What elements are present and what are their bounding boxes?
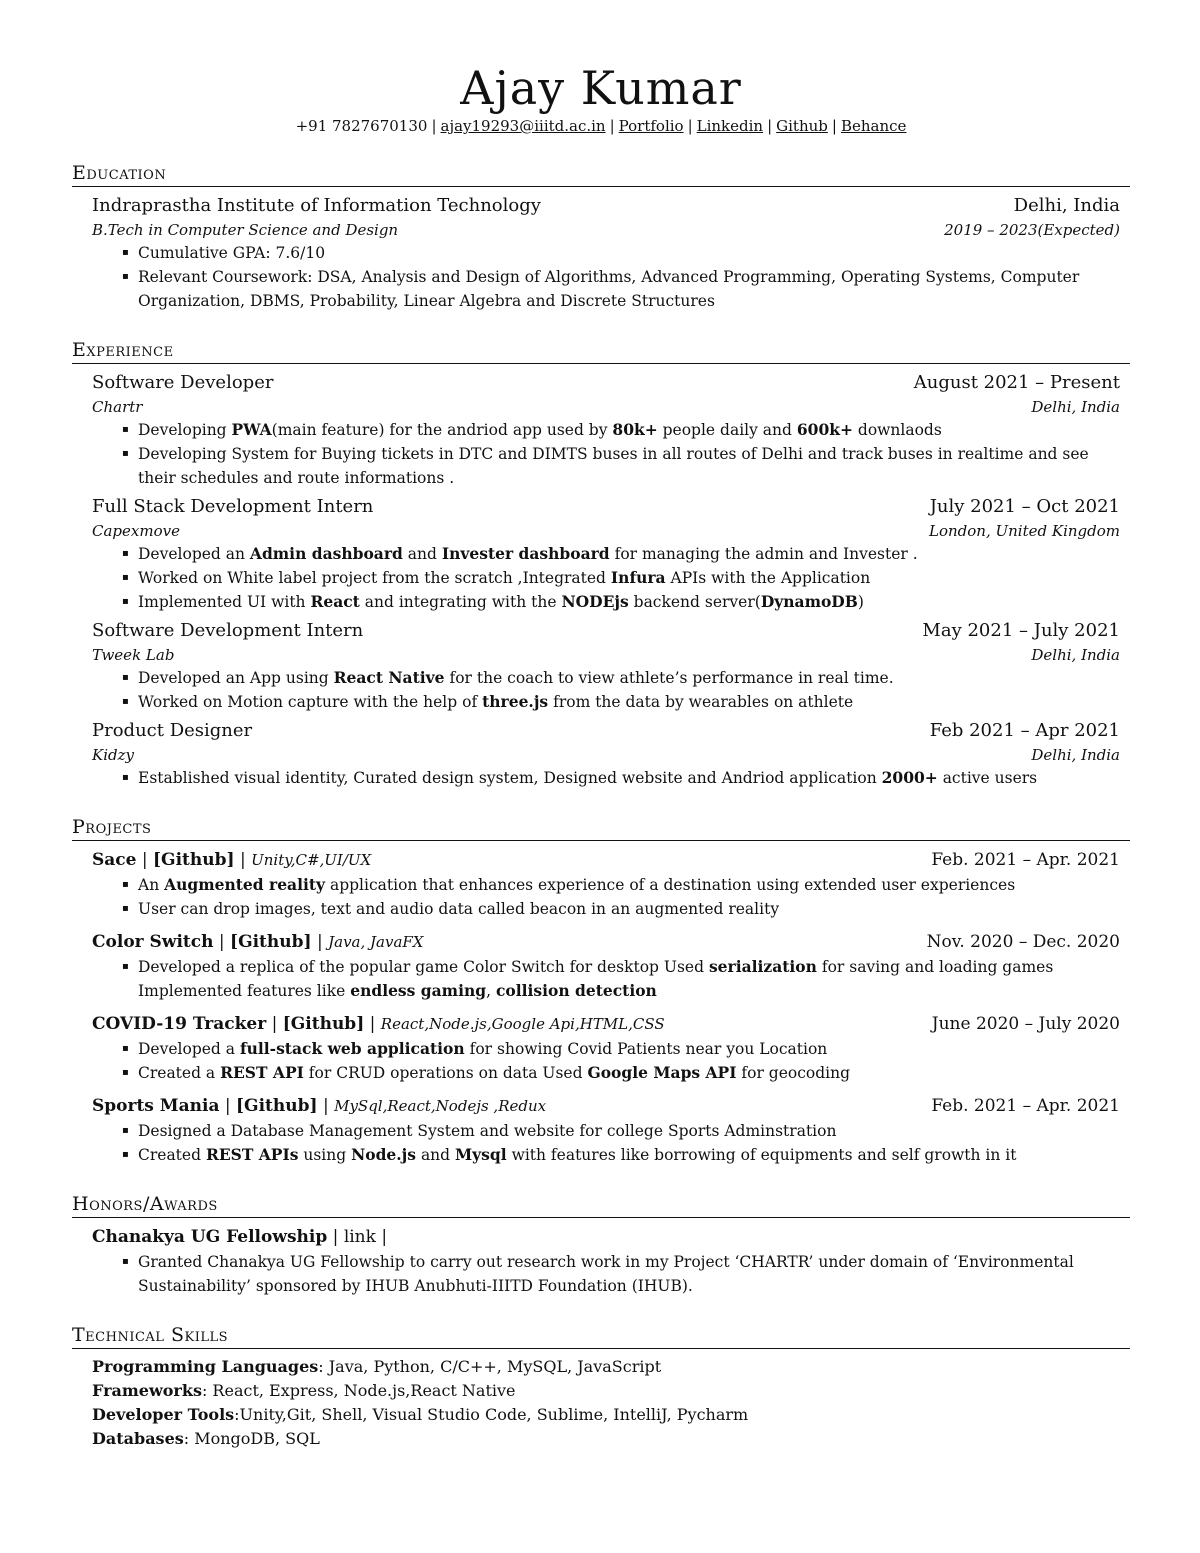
- project-dates: June 2020 – July 2020: [931, 1014, 1120, 1034]
- project-name: Sace: [92, 850, 137, 870]
- job-dates: August 2021 – Present: [913, 372, 1120, 393]
- skill-value: :Unity,Git, Shell, Visual Studio Code, Sublime, IntelliJ, Pycharm: [234, 1405, 749, 1424]
- job-bullet: [138, 590, 1120, 614]
- text-segment: ,: [486, 982, 496, 1000]
- job-location: Delhi, India: [1031, 398, 1120, 416]
- skill-row: [92, 1427, 1120, 1451]
- bold-text: 80k+: [612, 420, 658, 439]
- text-segment: Created: [138, 1146, 206, 1164]
- bold-text: Node.js: [351, 1145, 417, 1164]
- job-dates: May 2021 – July 2021: [922, 620, 1120, 641]
- job-entry: [72, 718, 1130, 790]
- projects-heading: Projects: [72, 816, 1130, 841]
- experience-heading: Experience: [72, 339, 1130, 364]
- skill-row: [92, 1379, 1120, 1403]
- honor-bullet: ▪ Granted Chanakya UG Fellowship to carry out research work in my Project ‘CHARTR’ under domain of ‘Environmental Sustainability’ sponsored by IHUB Anubhuti-IIITD Foundation (IHUB).: [138, 1250, 1120, 1298]
- job-bullets: [92, 418, 1120, 490]
- project-title: COVID-19 Tracker | [Github] | React,Node.js,Google Api,HTML,CSS: [92, 1014, 665, 1034]
- skill-label: Frameworks: [92, 1381, 202, 1400]
- project-header: [92, 1011, 1120, 1037]
- job-header: [92, 494, 1120, 520]
- bold-text: Mysql: [455, 1145, 507, 1164]
- job-bullet: [138, 690, 1120, 714]
- text-segment: Created a: [138, 1064, 221, 1082]
- honor-title: Chanakya UG Fellowship | link |: [92, 1227, 388, 1247]
- text-segment: for CRUD operations on data Used: [303, 1064, 588, 1082]
- project-bullets: [92, 955, 1120, 1003]
- project-bullets: [92, 873, 1120, 921]
- job-bullet: [138, 666, 1120, 690]
- text-segment: Developing: [138, 421, 232, 439]
- job-entry: [72, 618, 1130, 714]
- project-dates: Feb. 2021 – Apr. 2021: [931, 1096, 1120, 1116]
- job-location: Delhi, India: [1031, 646, 1120, 664]
- project-header: [92, 929, 1120, 955]
- job-location: London, United Kingdom: [929, 522, 1120, 540]
- bold-text: React: [310, 592, 360, 611]
- education-bullet: ▪ Cumulative GPA: 7.6/10: [138, 241, 1120, 265]
- text-segment: Worked on White label project from the scratch ,Integrated: [138, 569, 611, 587]
- company-name: Tweek Lab: [92, 646, 175, 664]
- text-segment: for managing the admin and Invester .: [609, 545, 918, 563]
- job-header: [92, 370, 1120, 396]
- text-segment: using: [298, 1146, 352, 1164]
- job-subheader: [92, 644, 1120, 666]
- project-tech: MySql,React,Nodejs ,Redux: [334, 1097, 547, 1115]
- bold-text: serialization: [708, 957, 817, 976]
- candidate-name: Ajay Kumar: [460, 61, 742, 115]
- job-role: Full Stack Development Intern: [92, 496, 374, 517]
- project-tech: Unity,C#,UI/UX: [251, 851, 372, 869]
- text-segment: for saving and loading games Implemented features like: [138, 958, 1054, 1000]
- project-name: COVID-19 Tracker: [92, 1014, 267, 1034]
- skill-label: Databases: [92, 1429, 184, 1448]
- github-link[interactable]: Github: [776, 117, 828, 135]
- text-segment: and: [416, 1146, 456, 1164]
- education-dates: 2019 – 2023(Expected): [944, 221, 1120, 239]
- job-role: Product Designer: [92, 720, 253, 741]
- text-segment: application that enhances experience of a destination using extended user experiences: [325, 876, 1016, 894]
- project-bullet: [138, 897, 1120, 921]
- job-bullet: [138, 566, 1120, 590]
- text-segment: (main feature) for the andriod app used by: [271, 421, 613, 439]
- bold-text: endless gaming: [350, 981, 487, 1000]
- skills-list: [72, 1355, 1130, 1451]
- job-header: [92, 718, 1120, 744]
- job-subheader: [92, 744, 1120, 766]
- project-github-link[interactable]: [Github]: [282, 1014, 365, 1034]
- job-bullets: [92, 542, 1120, 614]
- text-segment: for the coach to view athlete’s performance in real time.: [444, 669, 894, 687]
- job-dates: July 2021 – Oct 2021: [929, 496, 1120, 517]
- company-name: Chartr: [92, 398, 143, 416]
- skill-label: Programming Languages: [92, 1357, 319, 1376]
- project-entry: [72, 847, 1130, 921]
- project-bullets: [92, 1119, 1120, 1167]
- email-link[interactable]: ajay19293@iiitd.ac.in: [440, 117, 606, 135]
- school-location: Delhi, India: [1013, 195, 1120, 216]
- project-entry: [72, 1011, 1130, 1085]
- honor-link[interactable]: link: [343, 1227, 376, 1247]
- project-title: Sports Mania | [Github] | MySql,React,Nodejs ,Redux: [92, 1096, 547, 1116]
- project-bullet: [138, 1037, 1120, 1061]
- project-github-link[interactable]: [Github]: [230, 932, 312, 952]
- text-segment: Worked on Motion capture with the help of: [138, 693, 483, 711]
- text-segment: APIs with the Application: [665, 569, 871, 587]
- project-entry: [72, 1093, 1130, 1167]
- job-dates: Feb 2021 – Apr 2021: [929, 720, 1120, 741]
- text-segment: from the data by wearables on athlete: [548, 693, 854, 711]
- resume-page: [72, 62, 1130, 1451]
- bold-text: NODEjs: [561, 592, 629, 611]
- text-segment: An: [138, 876, 165, 894]
- portfolio-link[interactable]: Portfolio: [618, 117, 684, 135]
- skill-row: [92, 1403, 1120, 1427]
- project-tech: React,Node.js,Google Api,HTML,CSS: [380, 1015, 665, 1033]
- honor-entry: [72, 1224, 1130, 1298]
- skill-row: [92, 1355, 1120, 1379]
- project-name: Sports Mania: [92, 1096, 220, 1116]
- job-subheader: [92, 520, 1120, 542]
- job-bullet: [138, 418, 1120, 442]
- job-bullet: [138, 542, 1120, 566]
- bold-text: PWA: [231, 420, 272, 439]
- project-name: Color Switch: [92, 932, 214, 952]
- job-bullets: [92, 666, 1120, 714]
- job-role: Software Developer: [92, 372, 274, 393]
- bold-text: Google Maps API: [587, 1063, 737, 1082]
- job-entry: [72, 370, 1130, 490]
- bold-text: Augmented reality: [164, 875, 326, 894]
- job-location: Delhi, India: [1031, 746, 1120, 764]
- job-entry: [72, 494, 1130, 614]
- bold-text: Invester dashboard: [441, 544, 610, 563]
- bold-text: REST APIs: [205, 1145, 299, 1164]
- bold-text: collision detection: [495, 981, 657, 1000]
- skill-value: : React, Express, Node.js,React Native: [201, 1381, 516, 1400]
- text-segment: with features like borrowing of equipments and self growth in it: [506, 1146, 1017, 1164]
- project-tech: Java, JavaFX: [328, 933, 424, 951]
- project-entry: [72, 929, 1130, 1003]
- job-role: Software Development Intern: [92, 620, 364, 641]
- project-bullet: [138, 1143, 1120, 1167]
- contact-line: +91 7827670130 | ajay19293@iiitd.ac.in | Portfolio | Linkedin | Github | Behance: [295, 117, 907, 135]
- project-header: [92, 1093, 1120, 1119]
- project-bullets: [92, 1037, 1120, 1085]
- job-bullet: [138, 766, 1120, 790]
- project-github-link[interactable]: [Github]: [153, 850, 235, 870]
- company-name: Kidzy: [92, 746, 134, 764]
- project-bullet: [138, 955, 1120, 1003]
- project-header: [92, 847, 1120, 873]
- project-bullet: [138, 1119, 1120, 1143]
- text-segment: and integrating with the: [359, 593, 562, 611]
- text-segment: downlaods: [852, 421, 942, 439]
- bold-text: React Native: [333, 668, 445, 687]
- bold-text: 600k+: [796, 420, 853, 439]
- project-dates: Nov. 2020 – Dec. 2020: [926, 932, 1120, 952]
- text-segment: Designed a Database Management System and website for college Sports Adminstration: [138, 1122, 837, 1140]
- project-title: Sace | [Github] | Unity,C#,UI/UX: [92, 850, 372, 870]
- project-github-link[interactable]: [Github]: [236, 1096, 318, 1116]
- phone-number: +91 7827670130: [295, 117, 428, 135]
- company-name: Capexmove: [92, 522, 180, 540]
- behance-link[interactable]: Behance: [840, 117, 907, 135]
- bold-text: full-stack web application: [239, 1039, 465, 1058]
- text-segment: Developing System for Buying tickets in DTC and DIMTS buses in all routes of Delhi and track buses in realtime and see their schedules and route informations .: [138, 445, 1089, 487]
- bold-text: DynamoDB: [760, 592, 858, 611]
- skill-value: : MongoDB, SQL: [183, 1429, 320, 1448]
- bold-text: 2000+: [881, 768, 938, 787]
- text-segment: Implemented UI with: [138, 593, 311, 611]
- degree: B.Tech in Computer Science and Design: [92, 221, 399, 239]
- skills-heading: Technical Skills: [72, 1324, 1130, 1349]
- bold-text: Admin dashboard: [249, 544, 403, 563]
- text-segment: ): [857, 593, 864, 611]
- job-bullets: [92, 766, 1120, 790]
- experience-list: [72, 370, 1130, 790]
- text-segment: Established visual identity, Curated design system, Designed website and Andriod application: [138, 769, 882, 787]
- skill-value: : Java, Python, C/C++, MySQL, JavaScript: [318, 1357, 662, 1376]
- bold-text: REST API: [220, 1063, 304, 1082]
- job-bullet: [138, 442, 1120, 490]
- project-list: [72, 847, 1130, 1167]
- text-segment: active users: [937, 769, 1038, 787]
- text-segment: Developed an App using: [138, 669, 334, 687]
- project-bullet: [138, 1061, 1120, 1085]
- education-bullet: ▪ Relevant Coursework: DSA, Analysis and Design of Algorithms, Advanced Programming, Operating Systems, Computer Organization, DBMS, Probability, Linear Algebra and Discrete Structures: [138, 265, 1120, 313]
- text-segment: Developed an: [138, 545, 250, 563]
- text-segment: User can drop images, text and audio data called beacon in an augmented reality: [138, 900, 780, 918]
- project-dates: Feb. 2021 – Apr. 2021: [931, 850, 1120, 870]
- honor-name: Chanakya UG Fellowship: [92, 1227, 328, 1247]
- text-segment: people daily and: [657, 421, 797, 439]
- skill-label: Developer Tools: [92, 1405, 235, 1424]
- text-segment: Developed a: [138, 1040, 240, 1058]
- job-header: [92, 618, 1120, 644]
- bold-text: Infura: [610, 568, 666, 587]
- school-name: Indraprastha Institute of Information Technology: [92, 195, 541, 216]
- education-entry: [72, 193, 1130, 313]
- bold-text: three.js: [482, 692, 549, 711]
- education-heading: Education: [72, 162, 1130, 187]
- text-segment: and: [402, 545, 442, 563]
- project-bullet: [138, 873, 1120, 897]
- project-title: Color Switch | [Github] | Java, JavaFX: [92, 932, 424, 952]
- text-segment: backend server(: [628, 593, 761, 611]
- text-segment: Developed a replica of the popular game Color Switch for desktop Used: [138, 958, 709, 976]
- honors-heading: Honors/Awards: [72, 1193, 1130, 1218]
- text-segment: for showing Covid Patients near you Location: [464, 1040, 828, 1058]
- job-subheader: [92, 396, 1120, 418]
- text-segment: for geocoding: [736, 1064, 851, 1082]
- linkedin-link[interactable]: Linkedin: [696, 117, 764, 135]
